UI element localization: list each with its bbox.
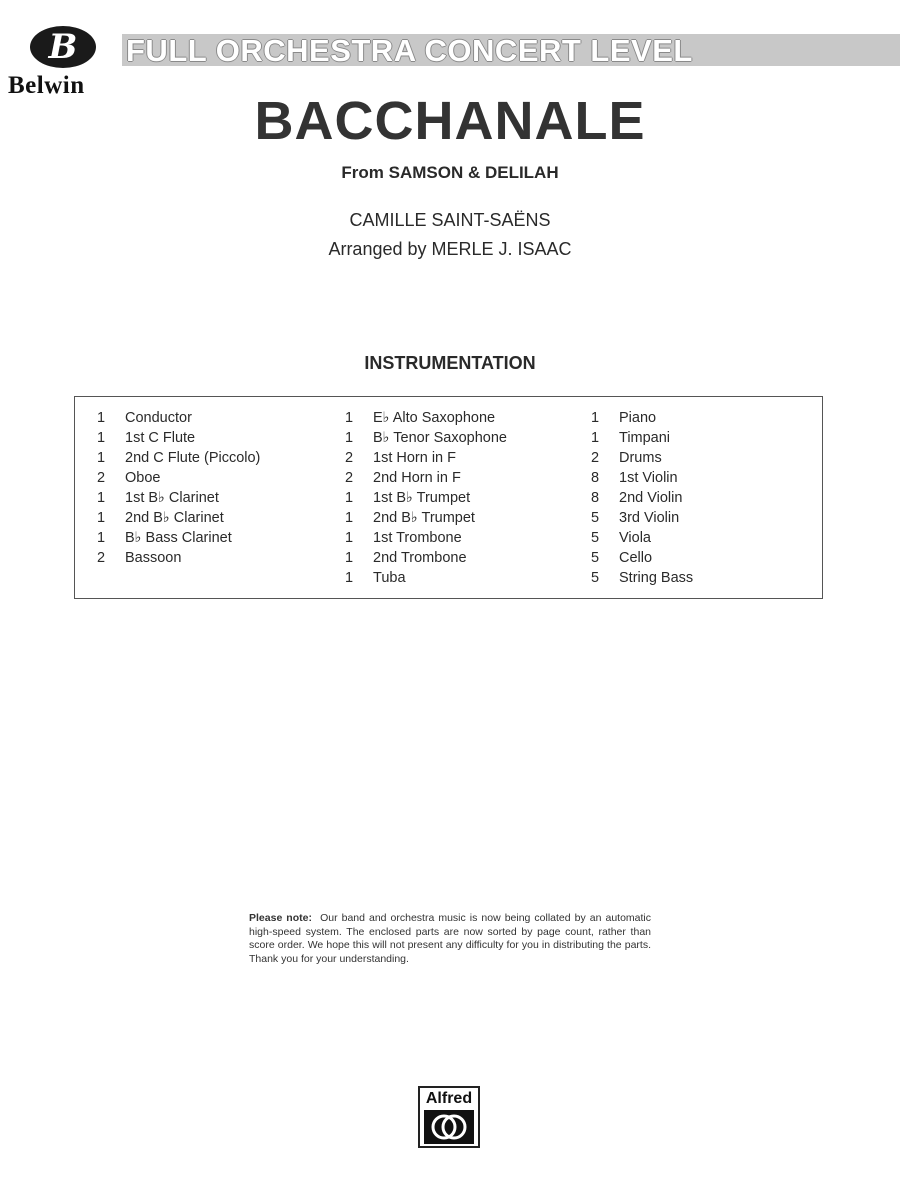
instrument-qty: 1 xyxy=(345,550,354,566)
instrument-row xyxy=(97,528,260,548)
instrument-name: Oboe xyxy=(125,470,161,486)
instrument-qty: 1 xyxy=(97,410,106,426)
instrument-row xyxy=(97,548,260,568)
belwin-logo-word: Belwin xyxy=(8,72,85,99)
instrument-row xyxy=(345,528,507,548)
instrument-row xyxy=(345,508,507,528)
instrument-qty: 1 xyxy=(345,510,354,526)
instrument-name: Timpani xyxy=(619,430,671,446)
instrument-qty: 1 xyxy=(345,430,354,446)
instrument-row xyxy=(591,448,693,468)
instrument-qty: 2 xyxy=(97,470,106,486)
instrumentation-column-3 xyxy=(591,408,693,588)
instrument-qty: 2 xyxy=(345,450,354,466)
instrument-name: Viola xyxy=(619,530,651,546)
instrument-row xyxy=(97,468,260,488)
instrument-row xyxy=(345,568,507,588)
instrumentation-column-2 xyxy=(345,408,507,588)
instrument-row xyxy=(97,428,260,448)
belwin-logo xyxy=(0,22,122,100)
instrument-row xyxy=(345,408,507,428)
instrument-name: 2nd Violin xyxy=(619,490,683,506)
instrument-qty: 2 xyxy=(591,450,600,466)
page-title: BACCHANALE xyxy=(254,91,646,151)
instrument-qty: 8 xyxy=(591,490,600,506)
instrument-row xyxy=(591,528,693,548)
instrument-row xyxy=(591,508,693,528)
instrument-row xyxy=(345,428,507,448)
instrument-name: String Bass xyxy=(619,570,694,586)
alfred-logo-word: Alfred xyxy=(425,1090,473,1107)
instrument-qty: 1 xyxy=(591,430,600,446)
instrument-qty: 2 xyxy=(345,470,354,486)
instrument-qty: 1 xyxy=(345,490,354,506)
alfred-logo xyxy=(418,1086,480,1148)
subtitle xyxy=(0,163,900,183)
instrument-qty: 1 xyxy=(345,530,354,546)
instrument-qty: 2 xyxy=(97,550,106,566)
instrument-name: 1st Trombone xyxy=(373,530,462,546)
instrument-name: Bassoon xyxy=(125,550,182,566)
instrument-qty: 5 xyxy=(591,550,600,566)
alfred-logo-mark-icon xyxy=(424,1110,474,1144)
instrument-row xyxy=(591,488,693,508)
instrument-qty: 5 xyxy=(591,510,600,526)
instrument-qty: 1 xyxy=(97,490,106,506)
instrument-name: 2nd Horn in F xyxy=(373,470,461,486)
instrument-row xyxy=(345,448,507,468)
composer: CAMILLE SAINT-SAËNS xyxy=(349,210,551,230)
instrument-name: 1st B♭ Trumpet xyxy=(373,490,471,506)
instrumentation-box xyxy=(74,396,823,599)
instrument-name: Piano xyxy=(619,410,657,426)
arranger: Arranged by MERLE J. ISAAC xyxy=(328,239,572,259)
instrument-qty: 1 xyxy=(345,410,354,426)
instrument-name: 1st B♭ Clarinet xyxy=(125,490,219,506)
instrument-name: 2nd B♭ Clarinet xyxy=(125,510,224,526)
instrument-name: Conductor xyxy=(125,410,192,426)
instrument-row xyxy=(97,508,260,528)
instrument-row xyxy=(591,548,693,568)
instrument-row xyxy=(97,408,260,428)
instrument-qty: 1 xyxy=(97,450,106,466)
please-note-label: Please note: xyxy=(249,912,312,924)
instrument-name: 2nd Trombone xyxy=(373,550,467,566)
instrument-qty: 8 xyxy=(591,470,600,486)
instrument-row xyxy=(591,568,693,588)
instrument-name: 3rd Violin xyxy=(619,510,680,526)
subtitle-work: SAMSON & DELILAH xyxy=(388,163,559,182)
instrumentation-heading: INSTRUMENTATION xyxy=(364,353,536,373)
instrument-row xyxy=(97,448,260,468)
please-note xyxy=(249,912,651,966)
instrument-name: 1st Horn in F xyxy=(373,450,456,466)
instrument-name: E♭ Alto Saxophone xyxy=(373,410,496,426)
subtitle-prefix: From xyxy=(341,163,384,182)
instrument-qty: 1 xyxy=(591,410,600,426)
belwin-logo-letter: B xyxy=(48,27,78,67)
instrument-name: 2nd B♭ Trumpet xyxy=(373,510,475,526)
instrument-qty: 1 xyxy=(97,510,106,526)
instrument-row xyxy=(97,488,260,508)
series-banner xyxy=(122,34,900,66)
instrument-qty: 5 xyxy=(591,570,600,586)
instrumentation-column-1 xyxy=(97,408,260,568)
instrument-name: Cello xyxy=(619,550,653,566)
instrument-name: Tuba xyxy=(373,570,406,586)
series-banner-text: FULL ORCHESTRA CONCERT LEVEL xyxy=(126,33,693,68)
instrument-row xyxy=(591,468,693,488)
instrument-name: 1st C Flute xyxy=(125,430,196,446)
instrument-row xyxy=(591,408,693,428)
instrument-qty: 1 xyxy=(97,530,106,546)
instrument-row xyxy=(345,488,507,508)
instrument-qty: 5 xyxy=(591,530,600,546)
instrument-row xyxy=(345,548,507,568)
instrument-name: Drums xyxy=(619,450,662,466)
instrument-row xyxy=(345,468,507,488)
instrument-name: B♭ Bass Clarinet xyxy=(125,530,232,546)
instrument-name: 1st Violin xyxy=(619,470,678,486)
please-note-text: Our band and orchestra music is now being collated by an automatic high-speed system. The enclosed parts are now sorted by page count, rather than score order. We hope this will not present any difficulty for you in distributing the parts. Thank you for your understanding. xyxy=(249,912,652,965)
instrument-row xyxy=(591,428,693,448)
instrument-name: B♭ Tenor Saxophone xyxy=(373,430,507,446)
instrument-name: 2nd C Flute (Piccolo) xyxy=(125,450,261,466)
instrument-qty: 1 xyxy=(345,570,354,586)
instrument-qty: 1 xyxy=(97,430,106,446)
